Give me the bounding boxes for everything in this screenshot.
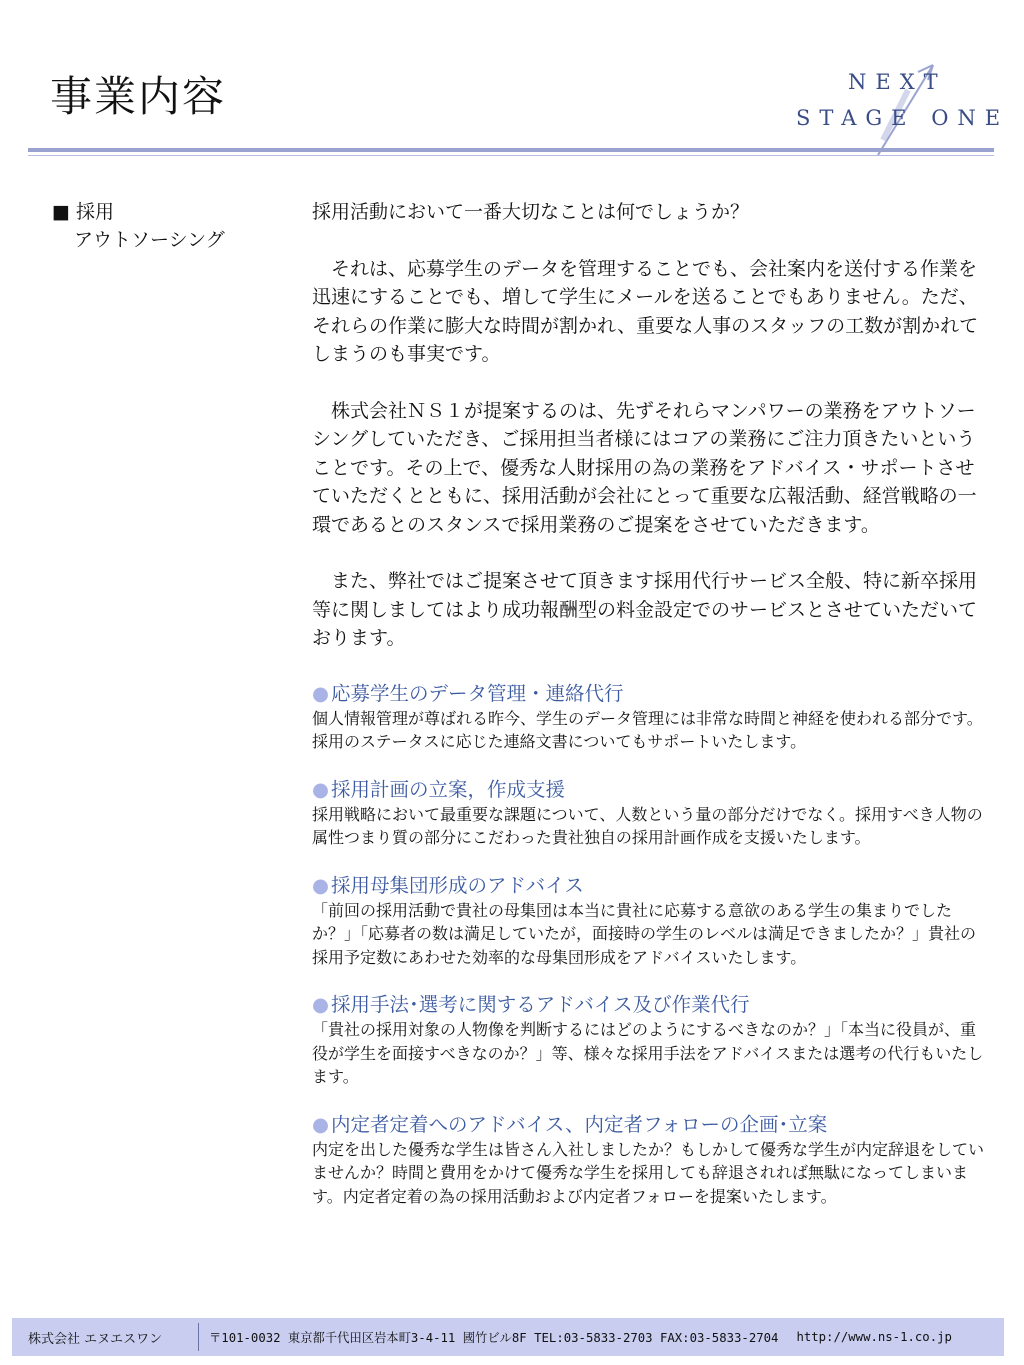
footer-url-link[interactable]: http://www.ns-1.co.jp [796,1330,952,1344]
footer-divider [198,1323,199,1351]
header-divider-thin [28,155,994,156]
footer-address: 〒101-0032 東京都千代田区岩本町3-4-11 國竹ビル8F TEL:03-5833-2703 FAX:03-5833-2704 [209,1331,779,1345]
bullet-icon: ● [312,777,330,801]
bullet-icon: ● [312,1112,330,1136]
service-body: 個人情報管理が尊ばれる昨今、学生のデータ管理には非常な時間と神経を使われる部分です。採用のステータスに応じた連絡文書についてもサポートいたします。 [312,708,983,751]
intro-paragraph-1: それは、応募学生のデータを管理することでも、会社案内を送付する作業を迅速にすることでも、増して学生にメールを送ることでもありません。ただ、それらの作業に膨大な時間が割かれ、重要な人事のスタッフの工数が割かれてしまうのも事実です。 [312,257,979,365]
logo-text-next: NEXT [848,70,947,94]
intro-question: 採用活動において一番大切なことは何でしょうか？ [312,201,750,223]
service-heading: ● 採用手法･選考に関するアドバイス及び作業代行 [312,993,750,1016]
service-heading: ● 応募学生のデータ管理・連絡代行 [312,681,624,705]
service-item [312,1112,988,1209]
intro-paragraph-2: 株式会社ＮＳ１が提案するのは、先ずそれらマンパワーの業務をアウトソーシングしていただき、ご採用担当者様にはコアの業務にご注力頂きたいということです。その上で、優秀な人財採用の為の業務をアドバイス・サポートさせていただくとともに、採用活動が会社にとって重要な広報活動、経営戦略の一環であるとのスタンスで採用業務のご提案をさせていただきます。 [312,399,977,536]
section-label [52,198,225,254]
service-body: 「前回の採用活動で貴社の母集団は本当に貴社に応募する意欲のある学生の集まりでしたか？」「応募者の数は満足していたが，面接時の学生のレベルは満足できましたか？」貴社の採用予定数にあわせた効率的な母集団形成をアドバイスいたします。 [312,900,977,967]
service-body: 採用戦略において最重要な課題について、人数という量の部分だけでなく。採用すべき人物の属性つまり質の部分にこだわった貴社独自の採用計画作成を支援いたします。 [312,804,983,847]
service-heading: ● 採用母集団形成のアドバイス [312,873,584,897]
header-divider [28,148,994,152]
bullet-icon: ● [312,993,330,1016]
bullet-icon: ● [312,681,330,705]
page-title: 事業内容 [50,72,227,121]
section-label-line2: アウトソーシング [74,229,225,251]
main-content [312,198,988,1208]
service-item [312,992,988,1089]
company-logo [790,70,1010,150]
footer-company: 株式会社 エヌエスワン [28,1331,163,1347]
service-item [312,777,988,850]
intro-paragraph-3: また、弊社ではご提案させて頂きます採用代行サービス全般、特に新卒採用等に関しましてはより成功報酬型の料金設定でのサービスとさせていただいております。 [312,570,978,649]
section-label-line1: ■ 採用 [52,201,114,223]
bullet-icon: ● [312,873,330,897]
service-body: 「貴社の採用対象の人物像を判断するにはどのようにするべきなのか？」「本当に役員が、重役が学生を面接すべきなのか？」等、様々な採用手法をアドバイスまたは選考の代行もいたします。 [312,1020,984,1086]
service-heading: ● 内定者定着へのアドバイス、内定者フォローの企画･立案 [312,1112,828,1136]
service-body: 内定を出した優秀な学生は皆さん入社しましたか？もしかして優秀な学生が内定辞退をしていませんか？時間と費用をかけて優秀な学生を採用しても辞退されれば無駄になってしまいます。内定者定着の為の採用活動および内定者フォローを提案いたします。 [312,1139,985,1206]
service-heading: ● 採用計画の立案，作成支援 [312,777,566,801]
service-item [312,873,988,970]
logo-text-stage-one: STAGE ONE [796,106,1010,130]
service-item [312,681,988,754]
footer [12,1318,1004,1356]
